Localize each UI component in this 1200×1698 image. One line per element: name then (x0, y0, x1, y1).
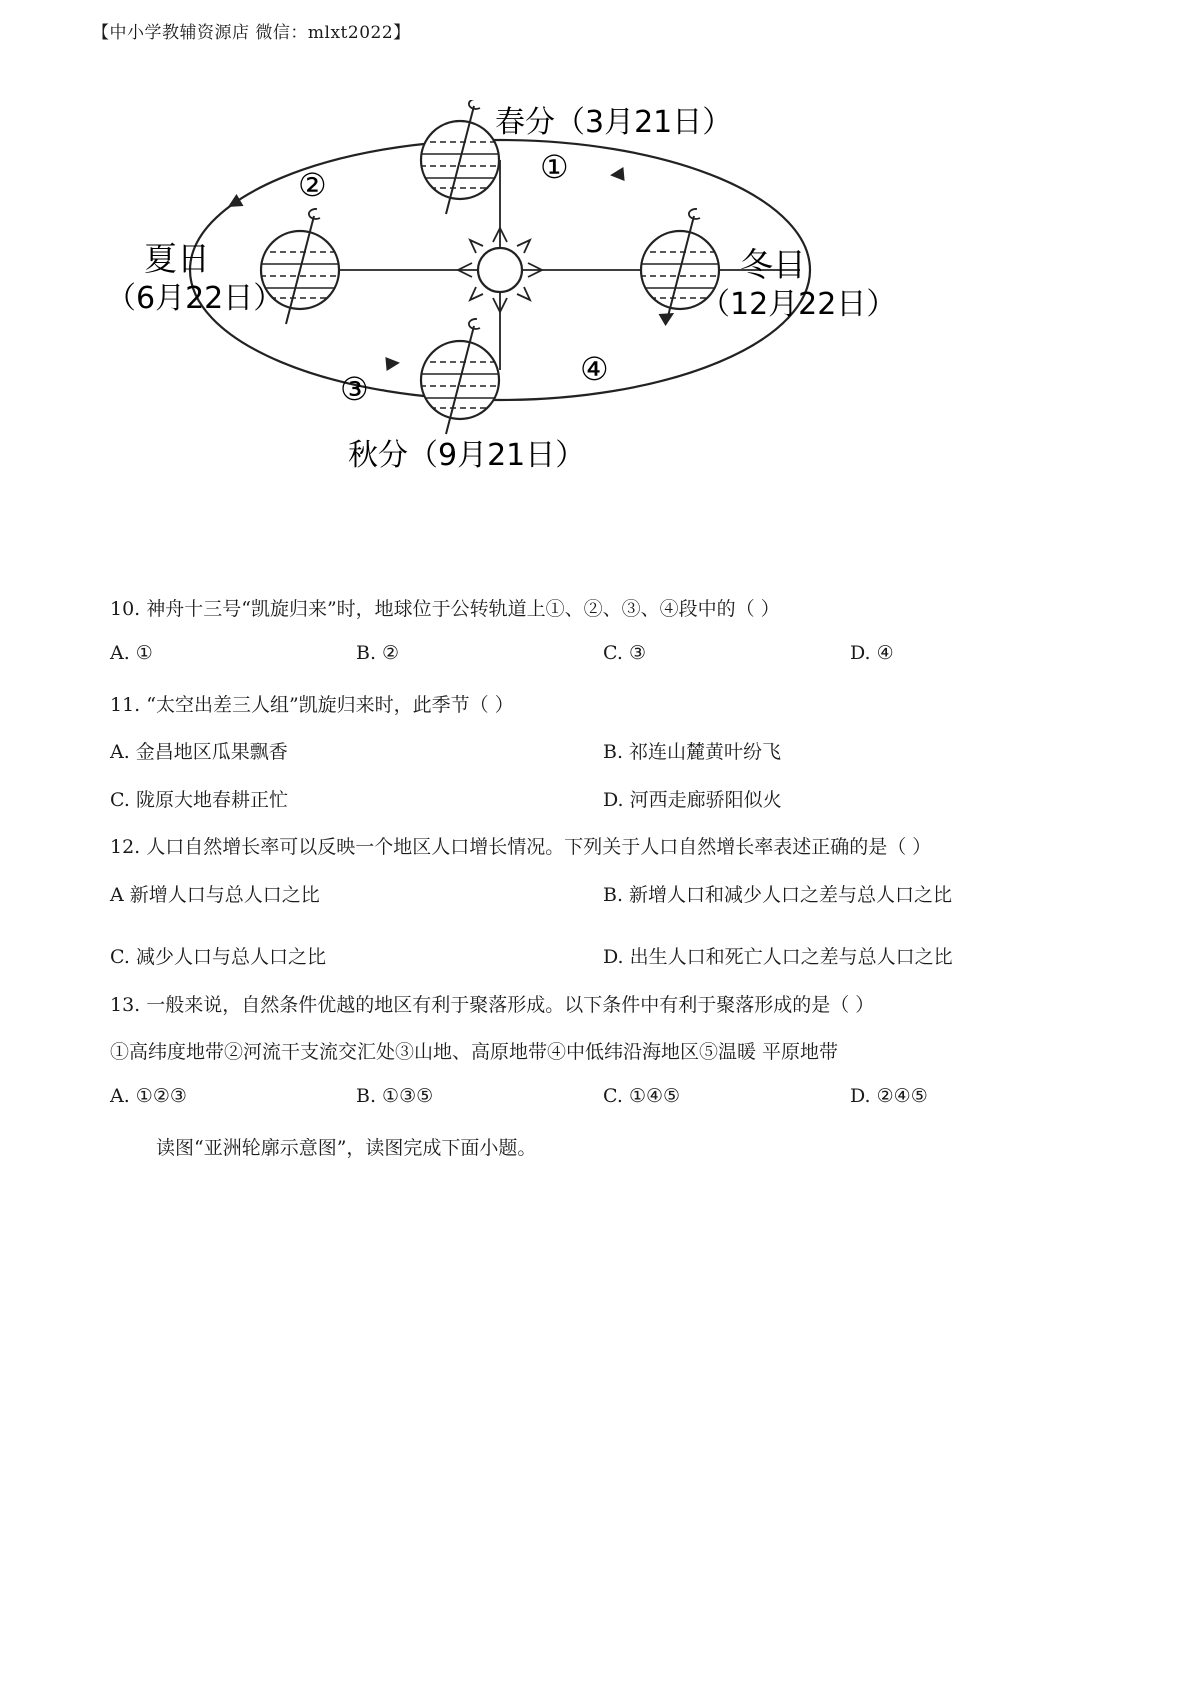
orbit-arrow-icon (385, 356, 400, 371)
question-12-stem: 12. 人口自然增长率可以反映一个地区人口增长情况。下列关于人口自然增长率表述正确的是（ ） (110, 836, 932, 858)
question-11-option-c: C. 陇原大地春耕正忙 (110, 789, 288, 811)
label-winter-date: （12月22日） (700, 287, 897, 322)
question-10-option-b: B. ② (356, 642, 400, 664)
label-winter-title: 冬日 (740, 245, 806, 284)
question-13-option-c: C. ①④⑤ (603, 1085, 681, 1107)
label-spring: 春分（3月21日） (495, 105, 733, 140)
question-11-option-a: A. 金昌地区瓜果飘香 (110, 741, 288, 763)
label-segment-2: ② (298, 166, 327, 204)
page-header-source: 【中小学教辅资源店 微信：mlxt2022】 (92, 23, 411, 43)
question-12-option-a: A 新增人口与总人口之比 (110, 884, 320, 906)
earth-spring-icon (420, 100, 500, 214)
question-12-option-b: B. 新增人口和减少人口之差与总人口之比 (603, 884, 953, 906)
orbit-arrow-icon (659, 307, 678, 326)
earth-orbit-diagram (100, 100, 960, 520)
question-13-option-a: A. ①②③ (110, 1085, 187, 1107)
question-10-option-c: C. ③ (603, 642, 646, 664)
question-13-conditions: ①高纬度地带②河流干支流交汇处③山地、高原地带④中低纬沿海地区⑤温暖 平原地带 (110, 1041, 839, 1063)
question-11-stem: 11. “太空出差三人组”凯旋归来时，此季节（ ） (110, 694, 514, 716)
label-segment-4: ④ (580, 350, 609, 388)
label-autumn: 秋分（9月21日） (348, 438, 586, 473)
question-13-stem: 13. 一般来说，自然条件优越的地区有利于聚落形成。以下条件中有利于聚落形成的是（ ） (110, 994, 875, 1016)
orbit-arrow-icon (224, 194, 243, 213)
question-12-option-c: C. 减少人口与总人口之比 (110, 946, 326, 968)
question-11-option-d: D. 河西走廊骄阳似火 (603, 789, 782, 811)
question-12-option-d: D. 出生人口和死亡人口之差与总人口之比 (603, 946, 953, 968)
map-reading-intro: 读图“亚洲轮廓示意图”，读图完成下面小题。 (156, 1137, 537, 1159)
label-segment-1: ① (540, 148, 569, 186)
question-13-option-d: D. ②④⑤ (850, 1085, 928, 1107)
question-10-option-d: D. ④ (850, 642, 894, 664)
question-13-option-b: B. ①③⑤ (356, 1085, 434, 1107)
label-summer-date: （6月22日） (106, 281, 284, 316)
question-10-stem: 10. 神舟十三号“凯旋归来”时，地球位于公转轨道上①、②、③、④段中的（ ） (110, 598, 780, 620)
label-summer-title: 夏日 (144, 239, 210, 278)
question-10-option-a: A. ① (110, 642, 153, 664)
earth-autumn-icon (420, 319, 500, 434)
question-11-option-b: B. 祁连山麓黄叶纷飞 (603, 741, 782, 763)
orbit-arrow-icon (609, 167, 624, 182)
label-segment-3: ③ (340, 370, 369, 408)
